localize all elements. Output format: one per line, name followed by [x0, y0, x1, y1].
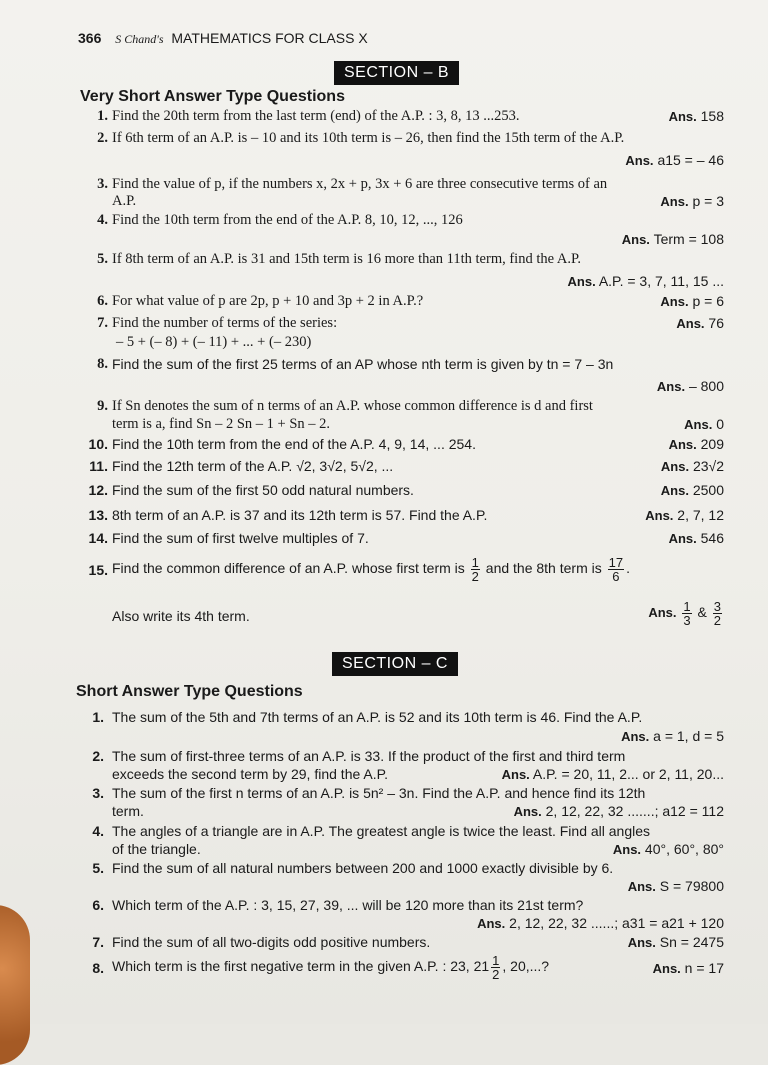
question-number: 8.	[92, 960, 104, 976]
answer-value: S = 79800	[659, 878, 724, 894]
answer	[648, 600, 724, 627]
question-number: 15.	[88, 562, 108, 578]
answer-value: 40°, 60°, 80°	[644, 841, 724, 857]
answer	[657, 378, 724, 394]
answer-value: A.P. = 3, 7, 11, 15 ...	[598, 273, 724, 289]
answer	[514, 803, 724, 820]
ampersand: &	[697, 604, 707, 621]
ans-label: Ans.	[648, 605, 677, 621]
question-text: exceeds the second term by 29, find the A.P.	[112, 766, 389, 782]
question-text: Find the sum of the first 50 odd natural numbers.	[112, 482, 414, 498]
ans-label: Ans.	[652, 961, 681, 976]
question-number: 2.	[92, 748, 104, 764]
question-number: 7.	[92, 934, 104, 950]
section-c-badge: SECTION – C	[332, 652, 458, 676]
question-text: Find the 20th term from the last term (end) of the A.P. : 3, 8, 13 ...253.	[112, 108, 520, 124]
ans-label: Ans.	[668, 437, 697, 452]
ans-label: Ans.	[627, 935, 656, 950]
question-text: Find the sum of first twelve multiples of 7.	[112, 530, 369, 546]
question-text: Find the sum of all natural numbers between 200 and 1000 exactly divisible by 6.	[112, 860, 614, 876]
question-number: 4.	[92, 823, 104, 839]
question-text: If 8th term of an A.P. is 31 and 15th term is 16 more than 11th term, find the A.P.	[112, 251, 582, 267]
answer	[628, 934, 724, 951]
answer	[568, 273, 724, 289]
answer	[661, 482, 724, 499]
question-text-part: , 20,...?	[502, 958, 550, 975]
answer	[613, 841, 724, 858]
question-text: If Sn denotes the sum of n terms of an A.P. whose common difference is d and first	[112, 398, 593, 414]
question-number: 5.	[92, 860, 104, 876]
question-text	[112, 954, 549, 981]
question-text-part: and the 8th term is	[485, 560, 602, 577]
answer-value: 2, 7, 12	[677, 507, 724, 523]
answer-value: 158	[700, 108, 724, 124]
question-number: 1.	[97, 108, 108, 124]
answer	[628, 878, 724, 894]
numerator: 3	[713, 599, 721, 614]
ans-label: Ans.	[668, 531, 697, 546]
answer-value: 76	[708, 315, 724, 331]
question-text: Find the value of p, if the numbers x, 2x + p, 3x + 6 are three consecutive terms of an	[112, 176, 608, 192]
question-text: 8th term of an A.P. is 37 and its 12th term is 57. Find the A.P.	[112, 507, 488, 523]
answer	[653, 960, 724, 977]
answer-value: a = 1, d = 5	[653, 728, 724, 744]
publisher-logo: S Chand's	[115, 32, 164, 46]
section-b-badge: SECTION – B	[334, 61, 459, 85]
question-text: Find the 10th term from the end of the A.P. 8, 10, 12, ..., 126	[112, 212, 463, 228]
fraction	[608, 556, 624, 583]
answer	[669, 436, 724, 453]
answer-value: p = 3	[692, 193, 724, 209]
answer-value: 0	[716, 416, 724, 432]
question-text-part: Find the common difference of an A.P. whose first term is	[112, 560, 465, 577]
answer	[502, 766, 724, 783]
answer-value: – 800	[688, 378, 724, 394]
question-number: 14.	[88, 530, 108, 546]
page-number: 366	[78, 30, 102, 46]
denominator: 6	[612, 569, 620, 584]
ans-label: Ans.	[501, 767, 530, 782]
question-text: term is a, find Sn – 2 Sn – 1 + Sn – 2.	[112, 416, 331, 432]
answer	[622, 231, 724, 247]
question-text: – 5 + (– 8) + (– 11) + ... + (– 230)	[116, 334, 312, 350]
numerator: 1	[683, 599, 691, 614]
answer-value: p = 6	[692, 293, 724, 309]
section-c-heading: Short Answer Type Questions	[76, 683, 303, 700]
answer-value: Sn = 2475	[659, 934, 724, 950]
answer-value: 2, 12, 22, 32 ......; a31 = a21 + 120	[509, 915, 724, 931]
question-number: 3.	[92, 785, 104, 801]
answer	[625, 152, 724, 168]
ans-label: Ans.	[477, 916, 506, 931]
answer	[660, 293, 724, 310]
ans-label: Ans.	[668, 109, 697, 124]
ans-label: Ans.	[625, 153, 654, 168]
question-text: Find the number of terms of the series:	[112, 315, 338, 331]
answer	[669, 108, 724, 125]
question-text: Find the 10th term from the end of the A.P. 4, 9, 14, ... 254.	[112, 436, 476, 452]
answer-value: 2, 12, 22, 32 .......; a12 = 112	[545, 803, 724, 819]
question-text: If 6th term of an A.P. is – 10 and its 10th term is – 26, then find the 15th term of the A.P.	[112, 130, 625, 146]
question-text: Find the 12th term of the A.P. √2, 3√2, 5√2, ...	[112, 458, 394, 474]
ans-label: Ans.	[621, 729, 650, 744]
denominator: 2	[492, 967, 500, 982]
question-text: The angles of a triangle are in A.P. The greatest angle is twice the least. Find all angles	[112, 823, 651, 839]
fraction	[713, 600, 722, 627]
answer	[660, 193, 724, 210]
thumb	[0, 905, 30, 1065]
question-text: The sum of the 5th and 7th terms of an A.P. is 52 and its 10th term is 46. Find the A.P.	[112, 709, 643, 725]
question-number: 6.	[92, 897, 104, 913]
answer-value: A.P. = 20, 11, 2... or 2, 11, 20...	[532, 766, 724, 782]
answer	[621, 728, 724, 744]
answer	[661, 458, 724, 475]
question-text: For what value of p are 2p, p + 10 and 3p + 2 in A.P.?	[112, 293, 424, 309]
question-text: Which term of the A.P. : 3, 15, 27, 39, ... will be 120 more than its 21st term?	[112, 897, 584, 913]
ans-label: Ans.	[567, 274, 596, 289]
answer	[684, 416, 724, 433]
ans-label: Ans.	[621, 232, 650, 247]
question-text: The sum of the first n terms of an A.P. is 5n² – 3n. Find the A.P. and hence find its 12th	[112, 785, 646, 801]
question-number: 11.	[89, 458, 108, 474]
denominator: 2	[713, 613, 721, 628]
answer	[477, 915, 724, 931]
ans-label: Ans.	[627, 879, 656, 894]
question-number: 13.	[88, 507, 108, 523]
answer-value: a15 = – 46	[657, 152, 724, 168]
question-number: 7.	[97, 315, 108, 331]
ans-label: Ans.	[684, 417, 713, 432]
question-text-part: Which term is the first negative term in the given A.P. : 23, 21	[112, 958, 490, 975]
fraction	[471, 556, 480, 583]
question-text: term.	[112, 803, 144, 819]
answer-value: 23√2	[692, 458, 724, 474]
question-text: The sum of first-three terms of an A.P. is 33. If the product of the first and third term	[112, 748, 626, 764]
question-number: 9.	[97, 398, 108, 414]
answer-value: n = 17	[684, 960, 724, 976]
question-number: 3.	[97, 176, 108, 192]
numerator: 17	[608, 555, 624, 570]
question-text: Find the sum of the first 25 terms of an AP whose nth term is given by tn = 7 – 3n	[112, 356, 614, 372]
numerator: 1	[471, 555, 479, 570]
question-number: 12.	[88, 482, 108, 498]
question-number: 1.	[92, 709, 104, 725]
question-number: 5.	[97, 251, 108, 267]
ans-label: Ans.	[660, 459, 690, 474]
fraction	[682, 600, 691, 627]
question-text: Also write its 4th term.	[112, 608, 250, 624]
answer	[669, 530, 724, 547]
question-number: 4.	[97, 212, 108, 228]
denominator: 2	[471, 569, 479, 584]
ans-label: Ans.	[656, 379, 686, 394]
ans-label: Ans.	[513, 804, 542, 819]
answer-value: 546	[700, 530, 724, 546]
ans-label: Ans.	[660, 483, 689, 498]
question-number: 2.	[97, 130, 108, 146]
answer	[676, 315, 724, 332]
page-header	[78, 30, 368, 47]
numerator: 1	[492, 953, 500, 968]
ans-label: Ans.	[660, 194, 689, 209]
ans-label: Ans.	[676, 316, 705, 331]
ans-label: Ans.	[645, 508, 674, 523]
ans-label: Ans.	[612, 842, 642, 857]
question-number: 8.	[97, 356, 108, 372]
answer-value: Term = 108	[653, 231, 724, 247]
ans-label: Ans.	[660, 294, 689, 309]
question-text: Find the sum of all two-digits odd positive numbers.	[112, 934, 431, 950]
answer-value: 2500	[692, 482, 724, 498]
question-text: A.P.	[112, 193, 137, 209]
answer	[645, 507, 724, 524]
question-number: 6.	[97, 293, 108, 309]
section-b-heading: Very Short Answer Type Questions	[80, 88, 345, 105]
question-text: of the triangle.	[112, 841, 201, 857]
question-number: 10.	[88, 436, 108, 452]
book-title: MATHEMATICS FOR CLASS X	[171, 30, 368, 46]
answer-value: 209	[700, 436, 724, 452]
denominator: 3	[683, 613, 691, 628]
fraction	[491, 954, 500, 981]
question-text: Find the common difference of an A.P. whose first term is $\frac{1}{2}$ and the 8th term is $\frac{17}{6}$ .	[112, 555, 630, 584]
